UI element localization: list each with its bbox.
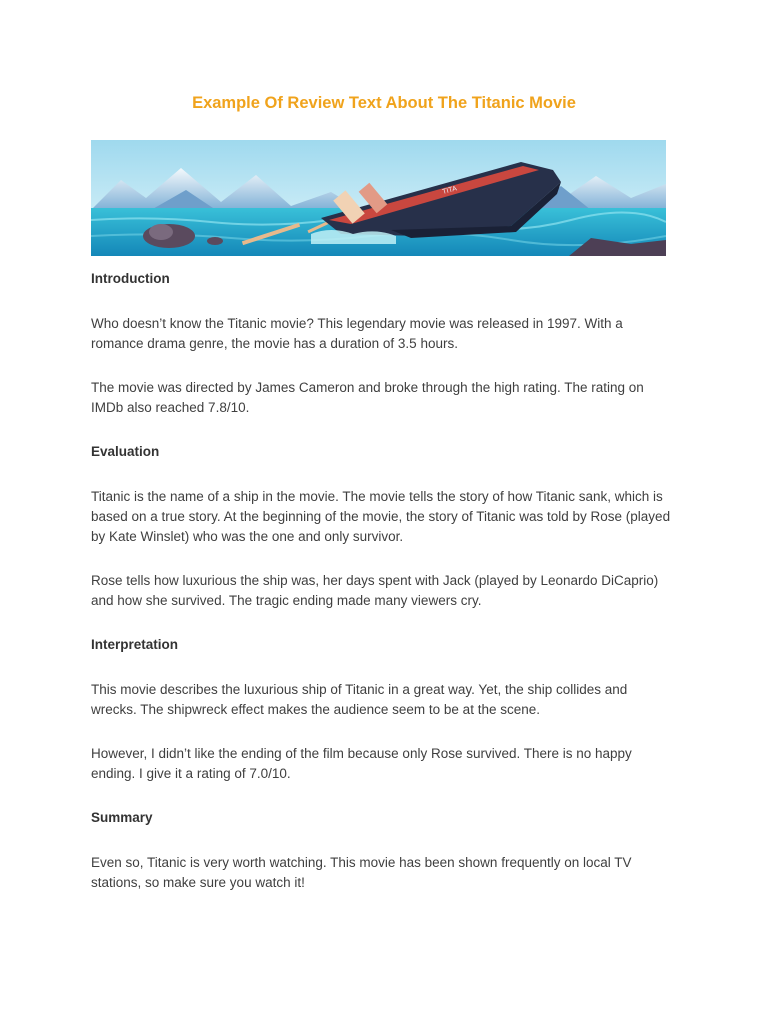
section-heading-introduction: Introduction — [91, 271, 170, 286]
interpretation-paragraph-2: However, I didn’t like the ending of the film because only Rose survived. There is no happy ending. I give it a rating of 7.0/10. — [91, 746, 632, 781]
summary-paragraph-1: Even so, Titanic is very worth watching. This movie has been shown frequently on local TV stations, so make sure you watch it! — [91, 855, 632, 890]
review-body — [91, 269, 671, 893]
evaluation-paragraph-1: Titanic is the name of a ship in the movie. The movie tells the story of how Titanic sank, which is based on a true story. At the beginning of the movie, the story of Titanic was told by Rose (played by Kate Winslet) who was the one and only survivor. — [91, 489, 671, 544]
section-heading-summary: Summary — [91, 810, 153, 825]
hull-lettering: TITA — [441, 185, 458, 196]
introduction-paragraph-2: The movie was directed by James Cameron and broke through the high rating. The rating on IMDb also reached 7.8/10. — [91, 380, 644, 415]
evaluation-paragraph-2: Rose tells how luxurious the ship was, her days spent with Jack (played by Leonardo DiCaprio) and how she survived. The tragic ending made many viewers cry. — [91, 573, 659, 608]
section-heading-evaluation: Evaluation — [91, 444, 160, 459]
document-title: Example Of Review Text About The Titanic Movie — [192, 94, 576, 112]
introduction-paragraph-1: Who doesn’t know the Titanic movie? This legendary movie was released in 1997. With a romance drama genre, the movie has a duration of 3.5 hours. — [91, 316, 623, 351]
titanic-banner-illustration — [91, 140, 666, 256]
section-heading-interpretation: Interpretation — [91, 637, 179, 652]
interpretation-paragraph-1: This movie describes the luxurious ship of Titanic in a great way. Yet, the ship collides and wrecks. The shipwreck effect makes the audience seem to be at the scene. — [91, 682, 628, 717]
